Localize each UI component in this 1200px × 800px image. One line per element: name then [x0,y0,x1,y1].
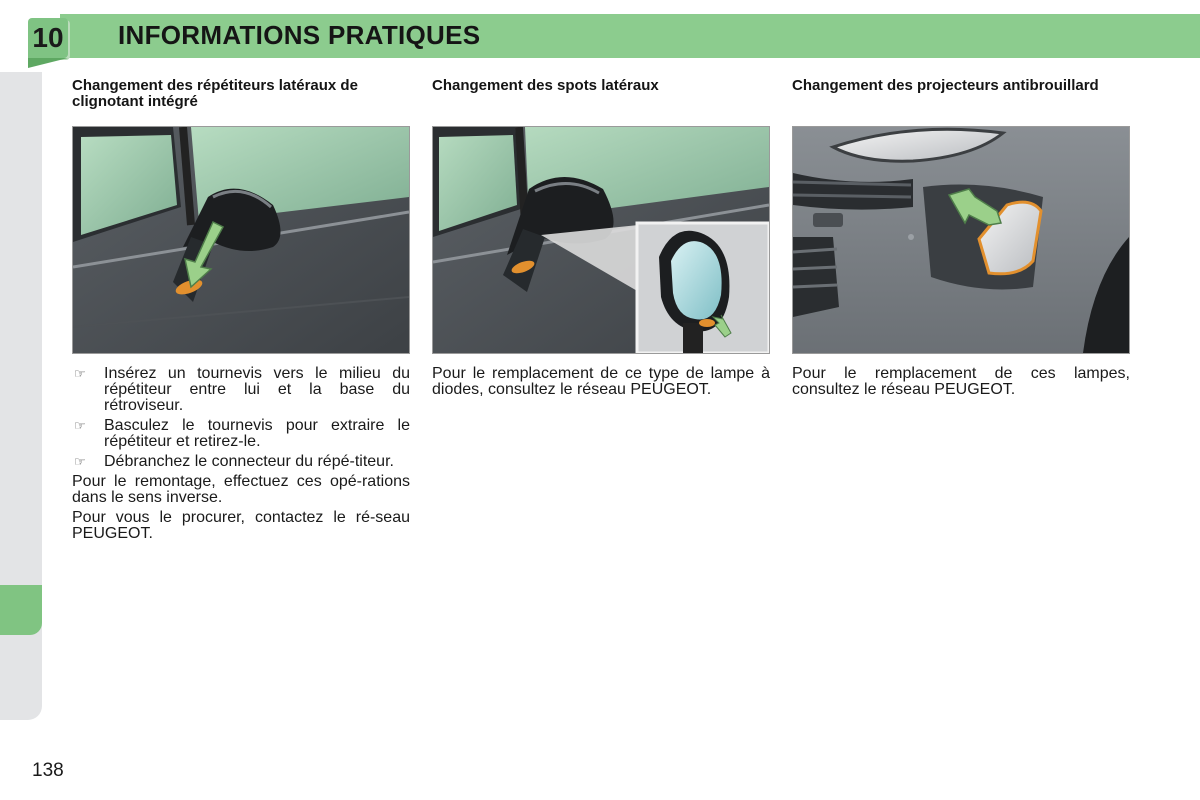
mirror-repeater-illustration [72,126,410,354]
section-side-spots [432,78,770,402]
pointing-hand-icon: ☞ [74,366,86,381]
page-title: INFORMATIONS PRATIQUES [118,20,481,50]
paragraph: Pour le remplacement de ces lampes, consultez le réseau PEUGEOT. [792,365,1130,398]
instruction-text: Basculez le tournevis pour extraire le répétiteur et retirez-le. [104,417,410,450]
paragraph: Pour le remontage, effectuez ces opé-rations dans le sens inverse. [72,473,410,506]
section-heading: Changement des projecteurs antibrouillard [792,77,1099,94]
pointing-hand-icon: ☞ [74,454,86,469]
fog-lamp-illustration [792,126,1130,354]
section-heading: Changement des spots latéraux [432,77,659,94]
instruction-item [72,366,410,414]
chapter-number: 10 [28,18,68,58]
instruction-text: Insérez un tournevis vers le milieu du répétiteur entre lui et la base du rétroviseur. [104,365,410,414]
section-fog-lamps [792,78,1130,402]
section-side-repeaters [72,78,410,546]
paragraph: Pour le remplacement de ce type de lampe à diodes, consultez le réseau PEUGEOT. [432,365,770,398]
paragraph: Pour vous le procurer, contactez le ré-seau PEUGEOT. [72,509,410,542]
page-number: 138 [32,760,64,781]
chapter-side-tab [0,585,42,635]
chapter-box-fold [28,58,68,68]
instruction-text: Débranchez le connecteur du répé-titeur. [104,453,394,470]
section-heading: Changement des répétiteurs latéraux de clignotant intégré [72,77,358,110]
side-spot-illustration [432,126,770,354]
pointing-hand-icon: ☞ [74,418,86,433]
instruction-item [72,454,410,470]
instruction-item [72,418,410,450]
